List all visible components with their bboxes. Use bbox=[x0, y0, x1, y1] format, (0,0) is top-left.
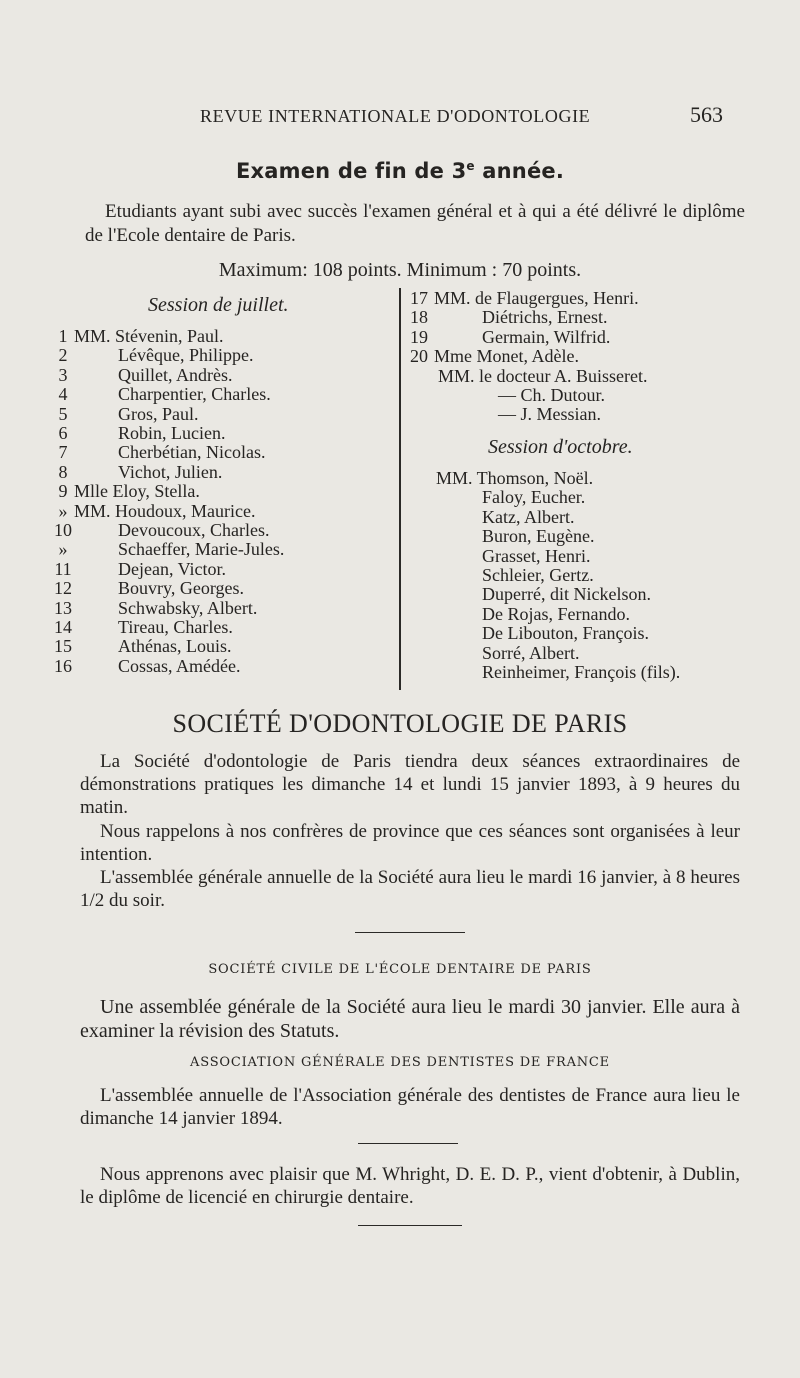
july-row-name: Schaeffer, Marie-Jules. bbox=[118, 539, 285, 560]
july-row-number: 10 bbox=[54, 520, 72, 540]
october-row-name: De Libouton, François. bbox=[482, 623, 649, 644]
july-continued-name: MM. le docteur A. Buisseret. bbox=[438, 365, 648, 386]
october-row-name: Duperré, dit Nickelson. bbox=[482, 584, 651, 605]
july-row-name: Quillet, Andrès. bbox=[118, 364, 233, 385]
july-continued-name: MM. de Flaugergues, Henri. bbox=[434, 288, 639, 308]
july-row-name: Mlle Eloy, Stella. bbox=[74, 481, 200, 502]
july-continued-name: Diétrichs, Ernest. bbox=[482, 307, 608, 328]
july-row-number: 14 bbox=[54, 617, 72, 637]
july-row-number: 5 bbox=[58, 403, 68, 424]
july-continued-number: 19 bbox=[410, 326, 428, 347]
july-row-number: » bbox=[58, 539, 68, 560]
divider-rule-1 bbox=[355, 932, 465, 933]
july-row-name: Schwabsky, Albert. bbox=[118, 597, 258, 618]
july-row-number: 13 bbox=[54, 597, 72, 618]
july-row-number: 11 bbox=[54, 558, 72, 579]
october-row-name: Sorré, Albert. bbox=[482, 642, 580, 663]
exam-title-end: année. bbox=[474, 159, 565, 183]
societe-paragraph-2: Nous rappelons à nos confrères de province que ces séances sont organisées à leur intention. bbox=[80, 821, 740, 865]
notice-text: Nous apprenons avec plaisir que M. Whright, D. E. D. P., vient d'obtenir, à Dublin, le diplôme de licencié en chirurgie dentaire. bbox=[80, 1164, 740, 1208]
exam-title-main: Examen de fin de 3 bbox=[235, 159, 467, 183]
july-row-name: MM. Houdoux, Maurice. bbox=[74, 500, 256, 521]
july-row-number: 1 bbox=[58, 326, 68, 346]
july-row-number: 9 bbox=[58, 481, 68, 502]
exam-intro: Etudiants ayant subi avec succès l'examen général et à qui a été délivré le diplôme de l'Ecole dentaire de Paris. bbox=[85, 201, 745, 246]
july-continued-name: — Ch. Dutour. bbox=[498, 385, 606, 405]
july-row-name: Cherbétian, Nicolas. bbox=[118, 442, 266, 463]
july-continued-name: Germain, Wilfrid. bbox=[482, 326, 611, 347]
october-row-name: Faloy, Eucher. bbox=[482, 487, 586, 508]
july-row-number: 15 bbox=[54, 636, 72, 657]
july-row-number: 16 bbox=[54, 655, 72, 676]
july-row-number: » bbox=[58, 500, 68, 521]
july-row-name: Gros, Paul. bbox=[118, 403, 199, 424]
july-row-number: 12 bbox=[54, 578, 72, 599]
october-row-name: Schleier, Gertz. bbox=[482, 565, 594, 585]
civile-title: SOCIÉTÉ CIVILE DE L'ÉCOLE DENTAIRE DE PARIS bbox=[208, 962, 592, 977]
july-row-name: Lévêque, Philippe. bbox=[118, 345, 254, 366]
october-row-name: Reinheimer, François (fils). bbox=[482, 662, 681, 682]
exam-title bbox=[0, 159, 800, 183]
running-title: REVUE INTERNATIONALE D'ODONTOLOGIE bbox=[200, 106, 591, 126]
july-continued-number: 18 bbox=[410, 307, 428, 328]
july-row-number: 7 bbox=[58, 442, 68, 463]
july-continued-name: — J. Messian. bbox=[498, 404, 601, 425]
july-continued-name: Mme Monet, Adèle. bbox=[434, 346, 579, 367]
july-row-number: 2 bbox=[58, 345, 68, 366]
july-row-number: 8 bbox=[58, 461, 68, 482]
july-row-name: Devoucoux, Charles. bbox=[118, 520, 270, 540]
civile-text: Une assemblée générale de la Société aura lieu le mardi 30 janvier. Elle aura à examiner la révision des Statuts. bbox=[80, 996, 740, 1042]
july-row-name: Cossas, Amédée. bbox=[118, 655, 241, 676]
july-row-name: Vichot, Julien. bbox=[118, 461, 223, 482]
july-row-number: 4 bbox=[58, 384, 68, 405]
divider-rule-2 bbox=[358, 1143, 458, 1144]
column-divider bbox=[399, 288, 401, 690]
association-text: L'assemblée annuelle de l'Association générale des dentistes de France aura lieu le dimanche 14 janvier 1894. bbox=[80, 1085, 740, 1129]
page-number: 563 bbox=[690, 102, 723, 127]
association-title: ASSOCIATION GÉNÉRALE DES DENTISTES DE FRANCE bbox=[190, 1055, 610, 1070]
societe-paragraph-1: La Société d'odontologie de Paris tiendra deux séances extraordinaires de démonstrations pratiques les dimanche 14 et lundi 15 janvier 1893, à 9 heures du matin. bbox=[80, 751, 740, 818]
exam-maxmin: Maximum: 108 points. Minimum : 70 points. bbox=[218, 259, 582, 281]
july-row-name: Charpentier, Charles. bbox=[118, 384, 271, 405]
october-heading: Session d'octobre. bbox=[488, 436, 633, 458]
october-row-name: Buron, Eugène. bbox=[482, 526, 595, 547]
october-row-name: Katz, Albert. bbox=[482, 506, 575, 527]
october-row-name: De Rojas, Fernando. bbox=[482, 603, 630, 624]
july-row-name: Athénas, Louis. bbox=[118, 636, 232, 657]
societe-paragraph-3: L'assemblée générale annuelle de la Société aura lieu le mardi 16 janvier, à 8 heures 1/2 du soir. bbox=[80, 867, 740, 911]
societe-title: SOCIÉTÉ D'ODONTOLOGIE DE PARIS bbox=[172, 709, 628, 738]
july-heading: Session de juillet. bbox=[148, 294, 289, 316]
july-row-name: Tireau, Charles. bbox=[118, 617, 233, 637]
exam-title-sup: e bbox=[466, 159, 475, 173]
july-row-number: 6 bbox=[58, 423, 68, 443]
july-row-name: Robin, Lucien. bbox=[118, 423, 226, 443]
july-row-name: Dejean, Victor. bbox=[118, 558, 227, 579]
october-row-name: MM. Thomson, Noël. bbox=[436, 468, 594, 488]
october-row-name: Grasset, Henri. bbox=[482, 545, 591, 566]
july-continued-number: 20 bbox=[410, 346, 428, 367]
july-row-name: MM. Stévenin, Paul. bbox=[74, 326, 224, 346]
july-row-name: Bouvry, Georges. bbox=[118, 578, 244, 599]
july-row-number: 3 bbox=[58, 364, 68, 385]
divider-rule-3 bbox=[358, 1225, 462, 1226]
july-continued-number: 17 bbox=[410, 288, 428, 308]
